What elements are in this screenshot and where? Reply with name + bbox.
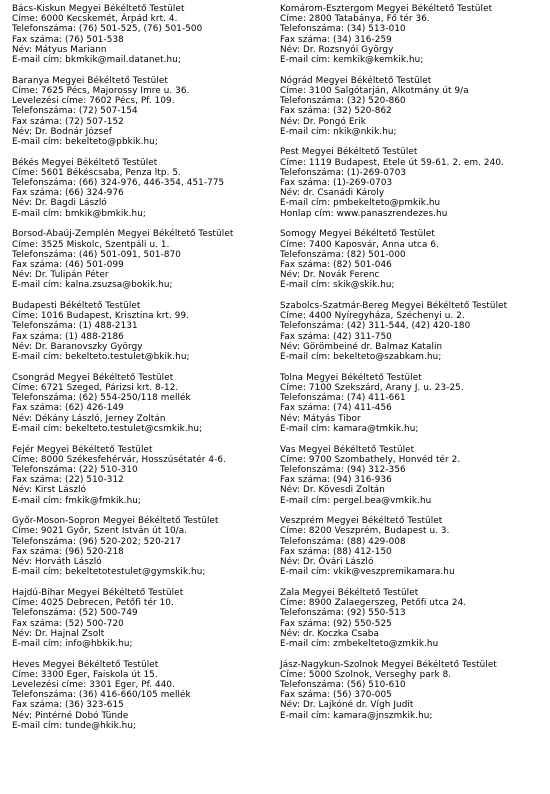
entry-line: Telefonszáma: (46) 501-091, 501-870	[12, 249, 181, 260]
entry-line: Címe: 3100 Salgótarján, Alkotmány út 9/a	[280, 85, 469, 96]
entry-line: Név: Dr. Pongó Erik	[280, 116, 366, 127]
entry-line: Telefonszáma: (66) 324-976, 446-354, 451-775	[12, 178, 225, 189]
entry-title: Pest Megyei Békéltető Testület	[280, 147, 418, 158]
entry-line: Név: Dr. Lajkóné dr. Vígh Judit	[280, 700, 414, 711]
contact-entry	[280, 4, 546, 65]
entry-line: Telefonszáma: (94) 312-356	[280, 464, 406, 475]
contact-entry	[12, 4, 274, 65]
entry-line: Levelezési címe: 3301 Eger, Pf. 440.	[12, 680, 175, 691]
contact-entry	[12, 301, 274, 362]
entry-line: Címe: 3525 Miskolc, Szentpáli u. 1.	[12, 239, 170, 250]
entry-line: Fax száma: (1)-269-0703	[280, 178, 393, 189]
entry-line: Fax száma: (1) 488-2186	[12, 331, 124, 342]
entry-line: E-mail cím: skik@skik.hu;	[280, 280, 395, 291]
entry-line: Fax száma: (36) 323-615	[12, 700, 124, 711]
entry-title: Békés Megyei Békéltető Testület	[12, 157, 158, 168]
entry-line: Címe: 8000 Székesfehérvár, Hosszúsétatér 4-6.	[12, 454, 226, 465]
entry-line: Címe: 1016 Budapest, Krisztina krt. 99.	[12, 311, 190, 322]
entry-line: Név: Dr. Bagdi László	[12, 198, 107, 209]
entry-line: E-mail cím: bkmkik@mail.datanet.hu;	[12, 55, 181, 66]
entry-line: Név: Dr. Rozsnyói György	[280, 44, 394, 55]
entry-line: Telefonszáma: (76) 501-525, (76) 501-500	[12, 24, 203, 35]
entry-line: Címe: 7100 Szekszárd, Arany J. u. 23-25.	[280, 383, 464, 393]
entry-title: Borsod-Abaúj-Zemplén Megyei Békéltető Testület	[12, 229, 234, 240]
entry-line: E-mail cím: kalna.zsuzsa@bokik.hu;	[12, 280, 173, 291]
entry-line: Fax száma: (34) 316-259	[280, 34, 392, 45]
entry-line: Telefonszáma: (82) 501-000	[280, 249, 406, 260]
entry-line: Fax száma: (56) 370-005	[280, 690, 392, 701]
entry-title: Baranya Megyei Békéltető Testület	[12, 75, 168, 86]
entry-line: Címe: 9700 Szombathely, Honvéd tér 2.	[280, 454, 461, 465]
entry-line: Név: dr. Koczka Csaba	[280, 628, 379, 639]
entry-line: Címe: 8200 Veszprém, Budapest u. 3.	[280, 526, 450, 537]
entry-line: Név: Horváth László	[12, 557, 102, 568]
entry-line: Telefonszáma: (96) 520-202; 520-217	[12, 536, 182, 547]
entry-line: Név: Dr. Kövesdi Zoltán	[280, 485, 385, 496]
entry-line: Telefonszáma: (34) 513-010	[280, 24, 406, 35]
entry-line: Név: Dr. Óvári László	[280, 557, 374, 568]
entry-title: Fejér Megyei Békéltető Testület	[12, 444, 153, 455]
entry-title: Tolna Megyei Békéltető Testület	[280, 372, 422, 383]
contact-entry	[12, 660, 274, 731]
contact-entry	[12, 516, 274, 577]
entry-line: Név: Görömbeiné dr. Balmaz Katalin	[280, 341, 443, 352]
left-column	[12, 4, 274, 742]
entry-line: Címe: 7625 Pécs, Majorossy Imre u. 36.	[12, 85, 190, 96]
entry-line: E-mail cím: kamara@tmkik.hu;	[280, 423, 419, 434]
entry-title: Vas Megyei Békéltető Testület	[280, 444, 415, 455]
entry-title: Nógrád Megyei Békéltető Testület	[280, 75, 432, 86]
entry-line: Név: Dr. Tulipán Péter	[12, 270, 109, 281]
entry-title: Bács-Kiskun Megyei Békéltető Testület	[12, 4, 185, 14]
entry-line: Telefonszáma: (42) 311-544, (42) 420-180	[280, 321, 471, 332]
contact-entry	[280, 445, 546, 506]
entry-title: Jász-Nagykun-Szolnok Megyei Békéltető Testület	[280, 659, 497, 670]
entry-title: Szabolcs-Szatmár-Bereg Megyei Békéltető Testület	[280, 301, 508, 312]
entry-line: Név: Dr. Hajnal Zsolt	[12, 628, 105, 639]
entry-line: Fax száma: (52) 500-720	[12, 618, 124, 629]
entry-title: Somogy Megyei Békéltető Testület	[280, 229, 435, 240]
contact-entry	[280, 660, 546, 721]
entry-line: Név: Dr. Baranovszky György	[12, 341, 143, 352]
entry-line: Fax száma: (72) 507-152	[12, 116, 124, 127]
entry-line: Címe: 6000 Kecskemét, Árpád krt. 4.	[12, 14, 178, 25]
entry-line: Címe: 7400 Kaposvár, Anna utca 6.	[280, 239, 439, 250]
entry-line: Telefonszáma: (72) 507-154	[12, 106, 138, 117]
entry-line: Címe: 9021 Győr, Szent István út 10/a.	[12, 526, 188, 537]
entry-line: Név: Mátyás Tibor	[280, 413, 361, 424]
entry-line: Név: Mátyus Mariann	[12, 44, 107, 55]
entry-title: Hajdú-Bihar Megyei Békéltető Testület	[12, 587, 184, 598]
entry-line: Telefonszáma: (62) 554-250/118 mellék	[12, 393, 191, 404]
entry-line: E-mail cím: pergel.bea@vmkik.hu	[280, 495, 432, 506]
entry-line: Telefonszáma: (1) 488-2131	[12, 321, 138, 332]
entry-title: Veszprém Megyei Békéltető Testület	[280, 516, 443, 527]
entry-line: Levelezési címe: 7602 Pécs, Pf. 109.	[12, 96, 175, 107]
right-column	[280, 4, 546, 731]
contact-entry	[280, 373, 546, 434]
entry-title: Győr-Moson-Sopron Megyei Békéltető Testület	[12, 516, 219, 527]
contact-entry	[280, 229, 546, 290]
entry-title: Komárom-Esztergom Megyei Békéltető Testület	[280, 4, 493, 14]
entry-line: Név: Dr. Novák Ferenc	[280, 270, 380, 281]
entry-line: Fax száma: (62) 426-149	[12, 403, 124, 414]
entry-line: E-mail cím: bmkik@bmkik.hu;	[12, 208, 146, 219]
entry-line: Címe: 6721 Szeged, Párizsi krt. 8-12.	[12, 383, 179, 393]
entry-line: Telefonszáma: (36) 416-660/105 mellék	[12, 690, 191, 701]
contact-entry	[280, 516, 546, 577]
contact-entry	[12, 229, 274, 290]
entry-line: Címe: 4400 Nyíregyháza, Széchenyi u. 2.	[280, 311, 465, 322]
contact-entry	[12, 588, 274, 649]
entry-line: Címe: 5601 Békéscsaba, Penza ltp. 5.	[12, 167, 181, 178]
entry-title: Budapesti Békéltető Testület	[12, 301, 141, 312]
contact-entry	[12, 373, 274, 434]
entry-line: Telefonszáma: (56) 510-610	[280, 680, 406, 691]
entry-line: E-mail cím: bekeltetotestulet@gymskik.hu;	[12, 567, 206, 578]
entry-line: Név: Dékány László, Jerney Zoltán	[12, 413, 166, 424]
entry-line: Név: Kirst László	[12, 485, 87, 496]
entry-line: Fax száma: (82) 501-046	[280, 259, 392, 270]
entry-line: Fax száma: (92) 550-525	[280, 618, 392, 629]
entry-line: Fax száma: (42) 311-750	[280, 331, 392, 342]
contact-entry	[12, 76, 274, 147]
entry-line: E-mail cím: vkik@veszpremikamara.hu	[280, 567, 455, 578]
contact-entry	[280, 588, 546, 649]
entry-line: Címe: 4025 Debrecen, Petőfi tér 10.	[12, 598, 174, 609]
entry-title: Heves Megyei Békéltető Testület	[12, 659, 159, 670]
entry-line: E-mail cím: bekelteto.testulet@csmkik.hu;	[12, 423, 203, 434]
contact-entry	[280, 76, 546, 137]
entry-line: Név: dr. Csanádi Károly	[280, 188, 385, 199]
contact-entry	[12, 158, 274, 219]
entry-line: Fax száma: (94) 316-936	[280, 475, 392, 486]
contact-entry	[12, 445, 274, 506]
entry-line: E-mail cím: pmbekelteto@pmkik.hu	[280, 198, 441, 209]
entry-line: Fax száma: (32) 520-862	[280, 106, 392, 117]
entry-line: Fax száma: (66) 324-976	[12, 188, 124, 199]
entry-line: Címe: 3300 Eger, Faiskola út 15.	[12, 669, 158, 680]
entry-line: Címe: 2800 Tatabánya, Fő tér 36.	[280, 14, 430, 25]
entry-line: E-mail cím: zmbekelteto@zmkik.hu	[280, 638, 439, 649]
entry-line: E-mail cím: kemkik@kemkik.hu;	[280, 55, 424, 66]
entry-line: E-mail cím: nkik@nkik.hu;	[280, 126, 397, 137]
entry-line: Telefonszáma: (1)-269-0703	[280, 167, 407, 178]
entry-line: Fax száma: (22) 510-312	[12, 475, 124, 486]
entry-line: E-mail cím: fmkik@fmkik.hu;	[12, 495, 141, 506]
entry-line: E-mail cím: tunde@hkik.hu;	[12, 720, 137, 731]
entry-line: E-mail cím: bekelteto.testulet@bkik.hu;	[12, 352, 190, 363]
entry-line: E-mail cím: bekelteto@szabkam.hu;	[280, 352, 442, 363]
entry-line: Címe: 1119 Budapest, Etele út 59-61. 2. em. 240.	[280, 157, 504, 168]
entry-line: Telefonszáma: (32) 520-860	[280, 96, 406, 107]
entry-line: E-mail cím: bekelteto@pbkik.hu;	[12, 136, 158, 147]
entry-line: E-mail cím: kamara@jnszmkik.hu;	[280, 710, 433, 721]
entry-line: Telefonszáma: (52) 500-749	[12, 608, 138, 619]
entry-line: Név: Pintérné Dobó Tünde	[12, 710, 129, 721]
entry-line: Honlap cím: www.panaszrendezes.hu	[280, 208, 448, 219]
entry-line: Címe: 8900 Zalaegerszeg, Petőfi utca 24.	[280, 598, 467, 609]
entry-line: Fax száma: (96) 520-218	[12, 546, 124, 557]
entry-line: Telefonszáma: (22) 510-310	[12, 464, 138, 475]
entry-line: Telefonszáma: (92) 550-513	[280, 608, 406, 619]
contact-entry	[280, 147, 546, 218]
entry-line: Fax száma: (46) 501-099	[12, 259, 124, 270]
entry-line: Fax száma: (74) 411-456	[280, 403, 392, 414]
entry-line: Telefonszáma: (88) 429-008	[280, 536, 406, 547]
entry-line: Címe: 5000 Szolnok, Verseghy park 8.	[280, 669, 452, 680]
entry-line: Fax száma: (76) 501-538	[12, 34, 124, 45]
entry-line: E-mail cím: info@hbkik.hu;	[12, 638, 133, 649]
entry-line: Telefonszáma: (74) 411-661	[280, 393, 406, 404]
entry-line: Név: Dr. Bodnár József	[12, 126, 112, 137]
entry-title: Zala Megyei Békéltető Testület	[280, 587, 419, 598]
contact-entry	[280, 301, 546, 362]
entry-title: Csongrád Megyei Békéltető Testület	[12, 372, 174, 383]
entry-line: Fax száma: (88) 412-150	[280, 546, 392, 557]
